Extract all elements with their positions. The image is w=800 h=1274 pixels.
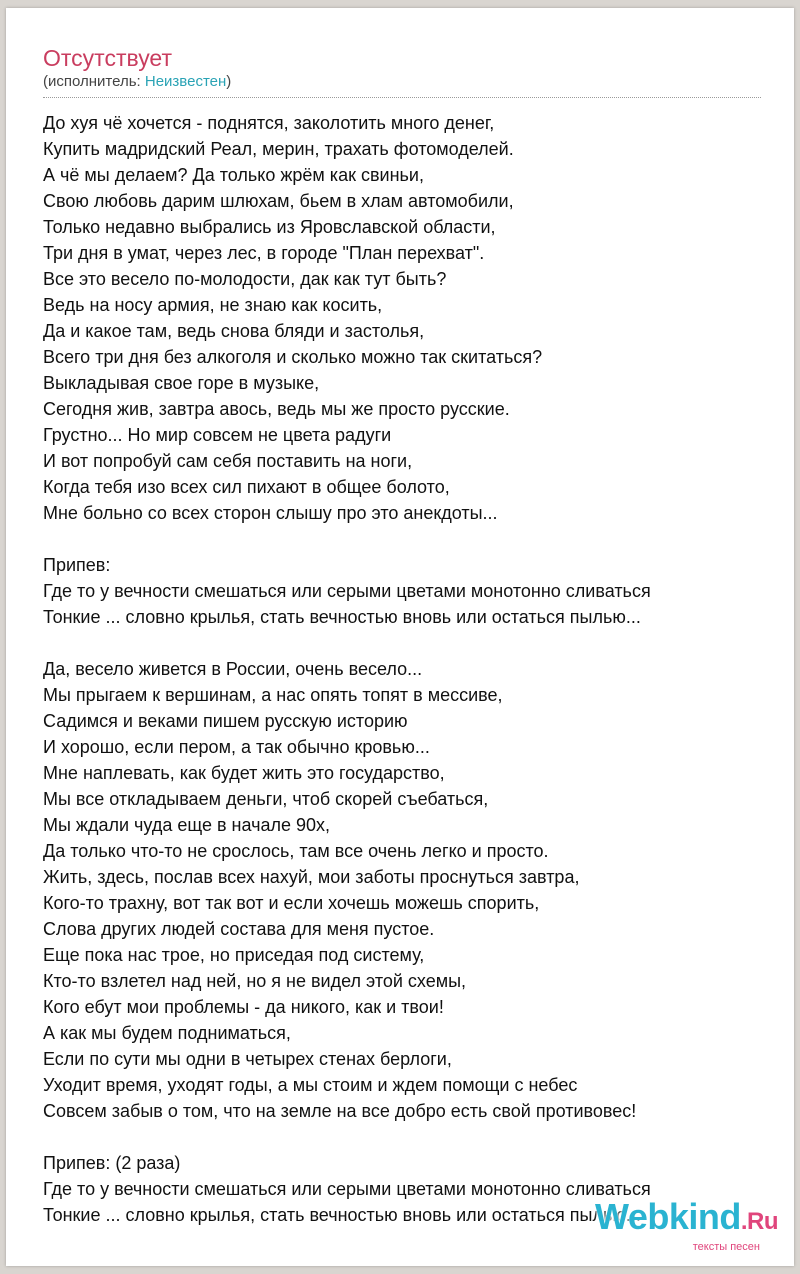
- lyric-line: Еще пока нас трое, но приседая под систему,: [43, 945, 425, 965]
- lyric-line: Когда тебя изо всех сил пихают в общее болото,: [43, 477, 450, 497]
- artist-line: [43, 72, 231, 92]
- lyric-line: Грустно... Но мир совсем не цвета радуги: [43, 425, 392, 445]
- lyric-line: Мы прыгаем к вершинам, а нас опять топят в мессиве,: [43, 685, 503, 705]
- lyric-line: До хуя чё хочется - поднятся, заколотить много денег,: [43, 113, 495, 133]
- lyric-line: Если по сути мы одни в четырех стенах берлоги,: [43, 1049, 452, 1069]
- lyric-line: Мы все откладываем деньги, чтоб скорей съебаться,: [43, 789, 489, 809]
- artist-link[interactable]: Неизвестен: [144, 73, 227, 90]
- lyrics-text: [43, 110, 783, 1228]
- lyric-line: Жить, здесь, послав всех нахуй, мои заботы проснуться завтра,: [43, 867, 580, 887]
- lyric-line: Мы ждали чуда еще в начале 90х,: [43, 815, 331, 835]
- lyrics-page: [6, 8, 794, 1266]
- lyric-line: Всего три дня без алкоголя и сколько можно так скитаться?: [43, 347, 543, 367]
- lyric-line: Припев:: [43, 555, 111, 575]
- lyric-line: И вот попробуй сам себя поставить на ноги,: [43, 451, 413, 471]
- lyric-line: Все это весело по-молодости, дак как тут быть?: [43, 269, 447, 289]
- lyric-line: Где то у вечности смешаться или серыми цветами монотонно сливаться: [43, 581, 651, 601]
- artist-prefix: (исполнитель:: [43, 73, 145, 90]
- lyric-line: Сегодня жив, завтра авось, ведь мы же просто русские.: [43, 399, 510, 419]
- lyric-line: Три дня в умат, через лес, в городе "План перехват".: [43, 243, 485, 263]
- artist-suffix: ): [226, 73, 232, 90]
- lyric-line: Свою любовь дарим шлюхам, бьем в хлам автомобили,: [43, 191, 514, 211]
- lyric-line: Мне больно со всех сторон слышу про это анекдоты...: [43, 503, 498, 523]
- song-title: Отсутствует: [43, 45, 172, 71]
- lyric-line: Да, весело живется в России, очень весело...: [43, 659, 423, 679]
- lyric-line: Тонкие ... словно крылья, стать вечностью вновь или остаться пылью...: [43, 607, 641, 627]
- lyric-line: Да и какое там, ведь снова бляди и застолья,: [43, 321, 425, 341]
- lyric-line: Тонкие ... словно крылья, стать вечностью вновь или остаться пылью...: [43, 1205, 641, 1225]
- lyric-line: Выкладывая свое горе в музыке,: [43, 373, 320, 393]
- title-divider: [43, 97, 761, 98]
- lyric-line: И хорошо, если пером, а так обычно кровью...: [43, 737, 430, 757]
- lyric-line: Совсем забыв о том, что на земле на все добро есть свой противовес!: [43, 1101, 637, 1121]
- stanza-break: [43, 526, 783, 552]
- lyric-line: Только недавно выбрались из Яровславской области,: [43, 217, 496, 237]
- site-logo: [595, 1198, 778, 1253]
- lyric-line: Где то у вечности смешаться или серыми цветами монотонно сливаться: [43, 1179, 651, 1199]
- stanza-break: [43, 630, 783, 656]
- logo-wordmark: [595, 1198, 778, 1241]
- lyric-line: Кого ебут мои проблемы - да никого, как и твои!: [43, 997, 444, 1017]
- lyric-line: Припев: (2 раза): [43, 1153, 181, 1173]
- lyric-line: Слова других людей состава для меня пустое.: [43, 919, 435, 939]
- lyric-line: Садимся и веками пишем русскую историю: [43, 711, 408, 731]
- lyric-line: Кто-то взлетел над ней, но я не видел этой схемы,: [43, 971, 467, 991]
- logo-suffix: .Ru: [740, 1208, 778, 1235]
- lyric-line: Да только что-то не срослось, там все очень легко и просто.: [43, 841, 549, 861]
- lyric-line: Ведь на носу армия, не знаю как косить,: [43, 295, 383, 315]
- lyric-line: Мне наплевать, как будет жить это государство,: [43, 763, 445, 783]
- lyric-line: Уходит время, уходят годы, а мы стоим и ждем помощи с небес: [43, 1075, 578, 1095]
- lyric-line: Кого-то трахну, вот так вот и если хочешь можешь спорить,: [43, 893, 540, 913]
- lyric-line: А чё мы делаем? Да только жрём как свиньи,: [43, 165, 424, 185]
- lyric-line: А как мы будем подниматься,: [43, 1023, 291, 1043]
- logo-tagline: тексты песен: [692, 1241, 760, 1253]
- logo-main-text: Webkind: [594, 1196, 741, 1237]
- stanza-break: [43, 1124, 783, 1150]
- lyric-line: Купить мадридский Реал, мерин, трахать фотомоделей.: [43, 139, 514, 159]
